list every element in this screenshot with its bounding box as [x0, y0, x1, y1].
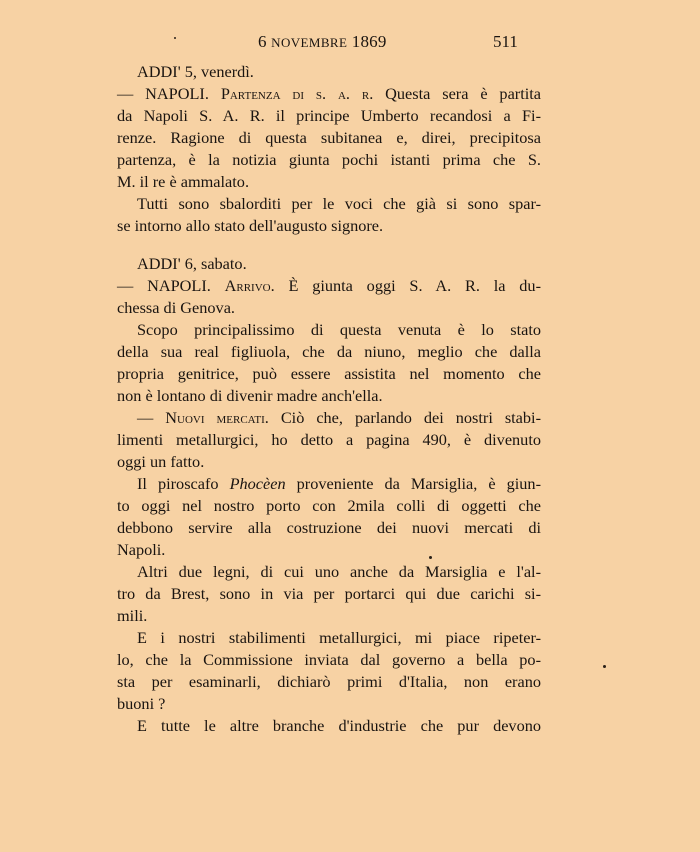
text-line: renze. Ragione di questa subitanea e, direi, precipitosa: [117, 128, 541, 147]
entry-heading: ADDI' 6, sabato.: [137, 254, 247, 273]
text-line: chessa di Genova.: [117, 298, 235, 317]
text-line: [117, 275, 541, 297]
text-line: tro da Brest, sono in via per portarci qui due carichi si-: [117, 584, 541, 603]
text-span: Ciò che, parlando dei nostri stabi-: [268, 408, 541, 427]
text-line: da Napoli S. A. R. il principe Umberto recandosi a Fi-: [117, 106, 541, 125]
text-line: Altri due legni, di cui uno anche da Marsiglia e l'al-: [137, 562, 541, 581]
text-line: [117, 83, 541, 105]
entry-gap: [117, 237, 541, 253]
print-speck: [603, 665, 606, 668]
text-span: —: [137, 408, 166, 427]
text-line: sta per esaminarli, dichiarò primi d'Italia, non erano: [117, 672, 541, 691]
section-title: Arrivo.: [224, 276, 275, 295]
text-line: non è lontano di divenir madre anch'ella.: [117, 386, 383, 405]
text-span: — NAPOLI.: [117, 84, 221, 103]
text-line: mili.: [117, 606, 148, 625]
text-line: se intorno allo stato dell'augusto signore.: [117, 216, 384, 235]
text-line: [117, 473, 541, 495]
text-line: M. il re è ammalato.: [117, 172, 250, 191]
italic-ship-name: Phocèen: [229, 474, 286, 493]
text-line: limenti metallurgici, ho detto a pagina 490, è divenuto: [117, 430, 541, 449]
text-span: — NAPOLI.: [117, 276, 225, 295]
entry-heading: ADDI' 5, venerdì.: [137, 62, 254, 81]
print-speck: [429, 556, 432, 559]
running-head-date: 6 NOVEMBRE 1869: [258, 32, 387, 51]
text-line: della sua real figliuola, che da niuno, meglio che dalla: [117, 342, 541, 361]
text-line: E i nostri stabilimenti metallurgici, mi piace ripeter-: [137, 628, 541, 647]
text-line: E tutte le altre branche d'industrie che pur devono: [137, 716, 541, 735]
section-title: Partenza di s. a. r.: [220, 84, 374, 103]
text-span: Il piroscafo: [137, 474, 230, 493]
text-line: partenza, è la notizia giunta pochi istanti prima che S.: [117, 150, 541, 169]
text-line: propria genitrice, può essere assistita nel momento che: [117, 364, 541, 383]
text-span: Questa sera è partita: [373, 84, 542, 103]
print-speck: [174, 37, 176, 39]
text-span: È giunta oggi S. A. R. la du-: [274, 276, 541, 295]
page-number: 511: [493, 32, 518, 51]
text-line: to oggi nel nostro porto con 2mila colli di oggetti che: [117, 496, 541, 515]
text-line: Tutti sono sbalorditi per le voci che già si sono spar-: [137, 194, 541, 213]
text-span: proveniente da Marsiglia, è giun-: [285, 474, 541, 493]
text-line: oggi un fatto.: [117, 452, 205, 471]
running-head: [0, 31, 700, 53]
text-line: buoni ?: [117, 694, 166, 713]
text-line: lo, che la Commissione inviata dal governo a bella po-: [117, 650, 541, 669]
section-title: Nuovi mercati.: [165, 408, 269, 427]
page-body: [117, 61, 541, 737]
text-line: [117, 407, 541, 429]
text-line: debbono servire alla costruzione dei nuovi mercati di: [117, 518, 541, 537]
text-line: Napoli.: [117, 540, 166, 559]
text-line: Scopo principalissimo di questa venuta è lo stato: [137, 320, 541, 339]
